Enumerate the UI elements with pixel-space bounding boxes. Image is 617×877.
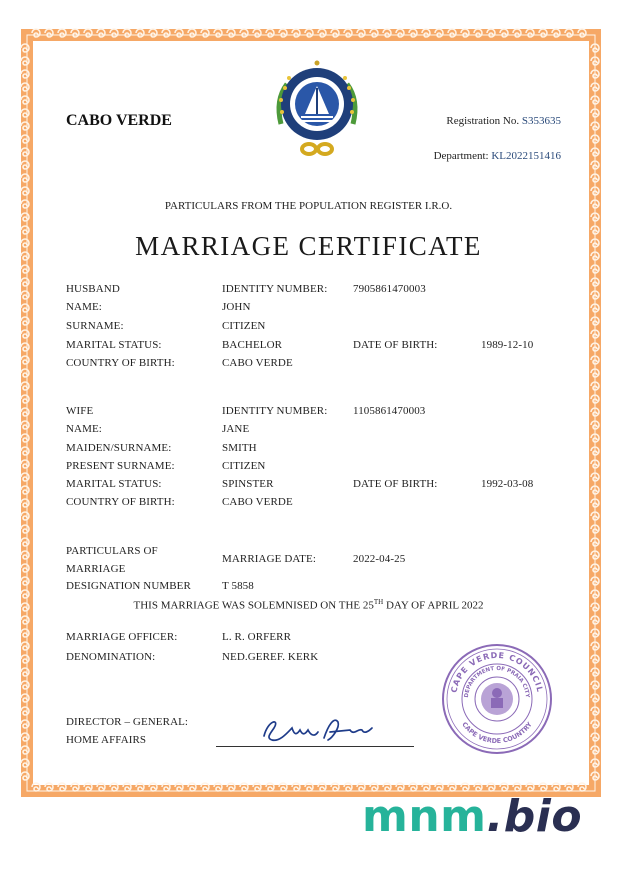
wife-maiden-label: MAIDEN/SURNAME: [66,442,172,454]
marriage-particulars-label [66,544,158,577]
wife-cob-label: COUNTRY OF BIRTH: [66,496,175,508]
registration-value: S353635 [521,115,561,127]
husband-marital-value: BACHELOR [222,339,283,351]
registration-number [446,115,561,127]
wife-id-label: IDENTITY NUMBER: [222,405,328,417]
wife-id-value: 1105861470003 [353,405,426,417]
wife-dob-value: 1992-03-08 [481,478,534,490]
solemnised-text-end: DAY OF APRIL 2022 [383,599,484,612]
designation-value: T 5858 [222,580,254,592]
wife-name-value: JANE [222,423,250,435]
particulars-heading: PARTICULARS FROM THE POPULATION REGISTER I.R.O. [164,200,453,212]
denomination-label: DENOMINATION: [66,651,156,663]
marriage-particulars-line-1: PARTICULARS OF [66,545,158,557]
department-label: Department: [433,150,489,162]
husband-section-label: HUSBAND [66,283,120,295]
marriage-date-label: MARRIAGE DATE: [222,553,316,565]
designation-label: DESIGNATION NUMBER [66,580,191,592]
brand-tld: .bio [486,791,583,842]
solemnised-statement [0,598,617,612]
husband-dob-value: 1989-12-10 [481,339,534,351]
husband-name-value: JOHN [222,301,251,313]
department-value: KL2022151416 [491,150,561,162]
stamp-bottom-text: CAPE VERDE COUNTRY [460,720,534,746]
officer-label: MARRIAGE OFFICER: [66,631,178,643]
husband-cob-value: CABO VERDE [222,357,293,369]
certificate-title: MARRIAGE CERTIFICATE [135,231,482,261]
stamp-outer-text: CAPE VERDE COUNCIL [449,650,545,694]
country-title: CABO VERDE [66,112,172,129]
wife-name-label: NAME: [66,423,102,435]
brand-watermark [362,791,582,842]
husband-id-label: IDENTITY NUMBER: [222,283,328,295]
signature-line [216,746,414,747]
wife-maiden-value: SMITH [222,442,257,454]
marriage-date-value: 2022-04-25 [353,553,406,565]
marriage-particulars-line-2: MARRIAGE [66,563,126,575]
department [434,150,561,162]
husband-surname-value: CITIZEN [222,320,266,332]
registration-label: Registration No. [446,115,520,127]
wife-marital-label: MARITAL STATUS: [66,478,162,490]
coat-of-arms-emblem [265,58,369,160]
husband-marital-label: MARITAL STATUS: [66,339,162,351]
denomination-value: NED.GEREF. KERK [222,651,319,663]
director-label [66,715,188,748]
official-stamp [441,643,553,755]
husband-name-label: NAME: [66,301,102,313]
husband-dob-label: DATE OF BIRTH: [353,339,438,351]
officer-value: L. R. ORFERR [222,631,292,643]
stamp-inner-text: DEPARTMENT OF PRAIA CITY [463,665,531,699]
solemnised-text: THIS MARRIAGE WAS SOLEMNISED ON THE 25 [133,599,374,612]
husband-cob-label: COUNTRY OF BIRTH: [66,357,175,369]
wife-present-value: CITIZEN [222,460,266,472]
wife-present-label: PRESENT SURNAME: [66,460,175,472]
husband-id-value: 7905861470003 [353,283,426,295]
handwritten-signature [258,712,380,746]
husband-surname-label: SURNAME: [66,320,124,332]
wife-section-label: WIFE [66,405,94,417]
director-label-line-2: HOME AFFAIRS [66,734,147,746]
director-label-line-1: DIRECTOR – GENERAL: [66,716,189,728]
wife-dob-label: DATE OF BIRTH: [353,478,438,490]
solemnised-ordinal: TH [373,598,384,606]
brand-name: mnm [362,791,487,842]
wife-cob-value: CABO VERDE [222,496,293,508]
wife-marital-value: SPINSTER [222,478,274,490]
